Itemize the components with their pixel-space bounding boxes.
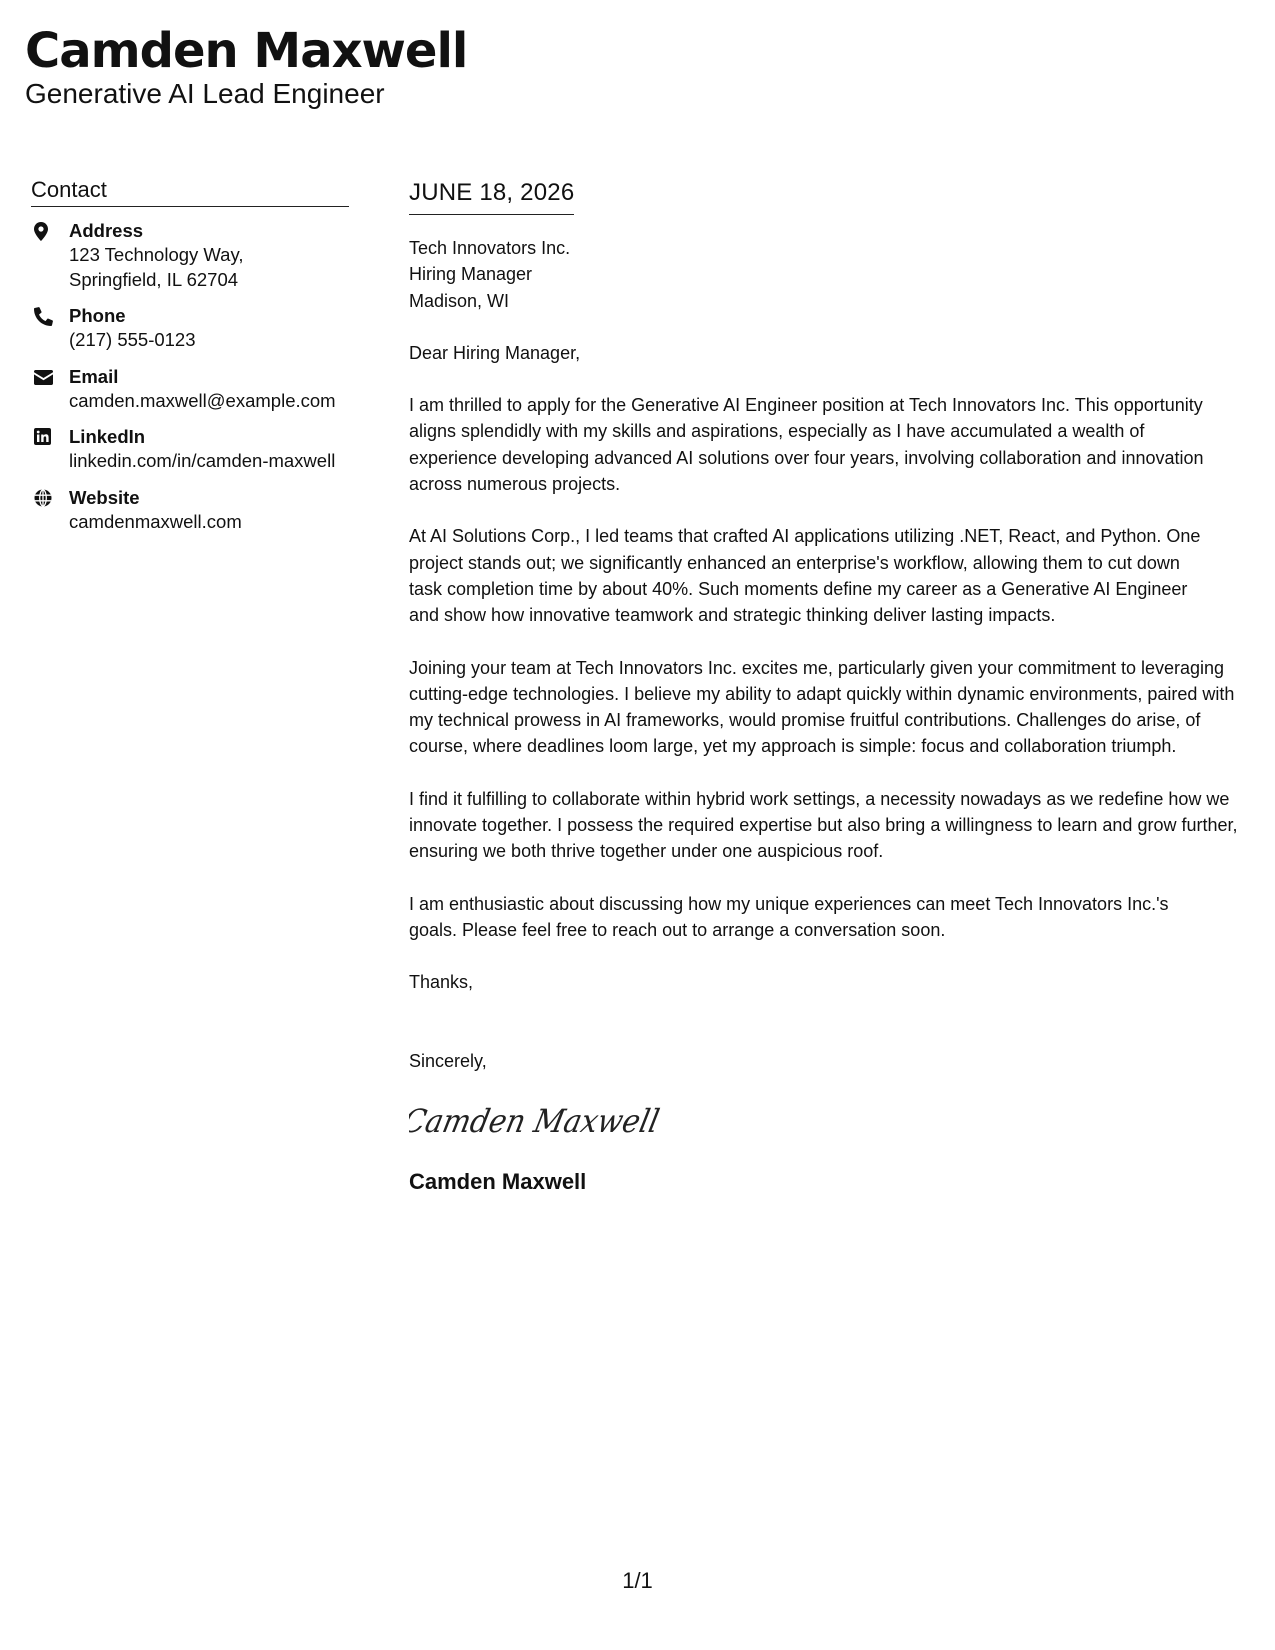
applicant-role: Generative AI Lead Engineer: [25, 78, 385, 109]
contact-value: (217) 555-0123: [69, 329, 196, 350]
contact-sidebar: [31, 176, 351, 534]
contact-label: Email: [69, 365, 119, 387]
letter-paragraph: I find it fulfilling to collaborate within hybrid work settings, a necessity nowadays as we redefine how we innovate together. I possess the required expertise but also bring a willingness to learn and grow further, ensuring we both thrive together under one auspicious roof.: [409, 788, 1238, 862]
contact-website: [31, 486, 351, 535]
applicant-name: Camden Maxwell: [25, 23, 468, 79]
letter-thanks: Thanks,: [409, 972, 474, 993]
svg-text:Camden Maxwell: Camden Maxwell: [409, 1102, 679, 1140]
phone-icon: [34, 304, 60, 353]
letter-paragraph: At AI Solutions Corp., I led teams that crafted AI applications utilizing .NET, React, and Python. One project stands out; we significantly enhanced an enterprise's workflow, allowing them to cut down task completion time by about 40%. Such moments define my career as a Generative AI Engineer and show how innovative teamwork and strategic thinking deliver lasting impacts.: [409, 526, 1201, 626]
letter-paragraph: I am thrilled to apply for the Generative AI Engineer position at Tech Innovators Inc. This opportunity aligns splendidly with my skills and aspirations, especially as I have accumulated a wealth of experience developing advanced AI solutions over four years, involving collaboration and innovation across numerous projects.: [409, 395, 1204, 495]
letter-paragraph: Joining your team at Tech Innovators Inc. excites me, particularly given your commitment to leveraging cutting-edge technologies. I believe my ability to adapt quickly within dynamic environments, paired with my technical prowess in AI frameworks, would promise fruitful contributions. Challenges do arise, of course, where deadlines loom large, yet my approach is simple: focus and collaboration triumph.: [409, 657, 1235, 757]
contact-value: camdenmaxwell.com: [69, 510, 242, 532]
recipient-title: Hiring Manager: [409, 264, 533, 285]
letter-closing: Sincerely,: [409, 1050, 487, 1071]
recipient-location: Madison, WI: [409, 290, 510, 311]
contact-label: Phone: [69, 305, 126, 326]
contact-label: Address: [69, 220, 144, 241]
handwritten-signature: [409, 1096, 1259, 1146]
contact-label: LinkedIn: [69, 426, 146, 447]
letter-date: JUNE 18, 2026: [409, 178, 574, 215]
contact-address: [31, 219, 351, 292]
globe-icon: [34, 486, 60, 535]
contact-heading: Contact: [31, 176, 349, 207]
contact-linkedin: [31, 425, 351, 474]
map-pin-icon: [34, 219, 60, 292]
recipient-company: Tech Innovators Inc.: [409, 238, 571, 258]
contact-value: 123 Technology Way, Springfield, IL 62704: [69, 244, 244, 290]
contact-phone: [31, 304, 351, 353]
signature-image: [409, 1096, 679, 1146]
envelope-icon: [34, 365, 60, 414]
salutation: Dear Hiring Manager,: [409, 342, 581, 363]
linkedin-icon: [34, 425, 60, 474]
signer-name: Camden Maxwell: [409, 1168, 587, 1194]
resume-header: [25, 22, 467, 110]
recipient-block: [409, 235, 1259, 314]
contact-label: Website: [69, 486, 140, 508]
contact-email: [31, 365, 351, 414]
cover-letter: [409, 178, 1259, 1196]
contact-value: camden.maxwell@example.com: [69, 389, 336, 411]
letter-paragraph: I am enthusiastic about discussing how my unique experiences can meet Tech Innovators Inc.'s goals. Please feel free to reach out to arrange a conversation soon.: [409, 893, 1169, 940]
contact-value: linkedin.com/in/camden-maxwell: [69, 450, 336, 471]
page-number: 1/1: [622, 1568, 653, 1593]
